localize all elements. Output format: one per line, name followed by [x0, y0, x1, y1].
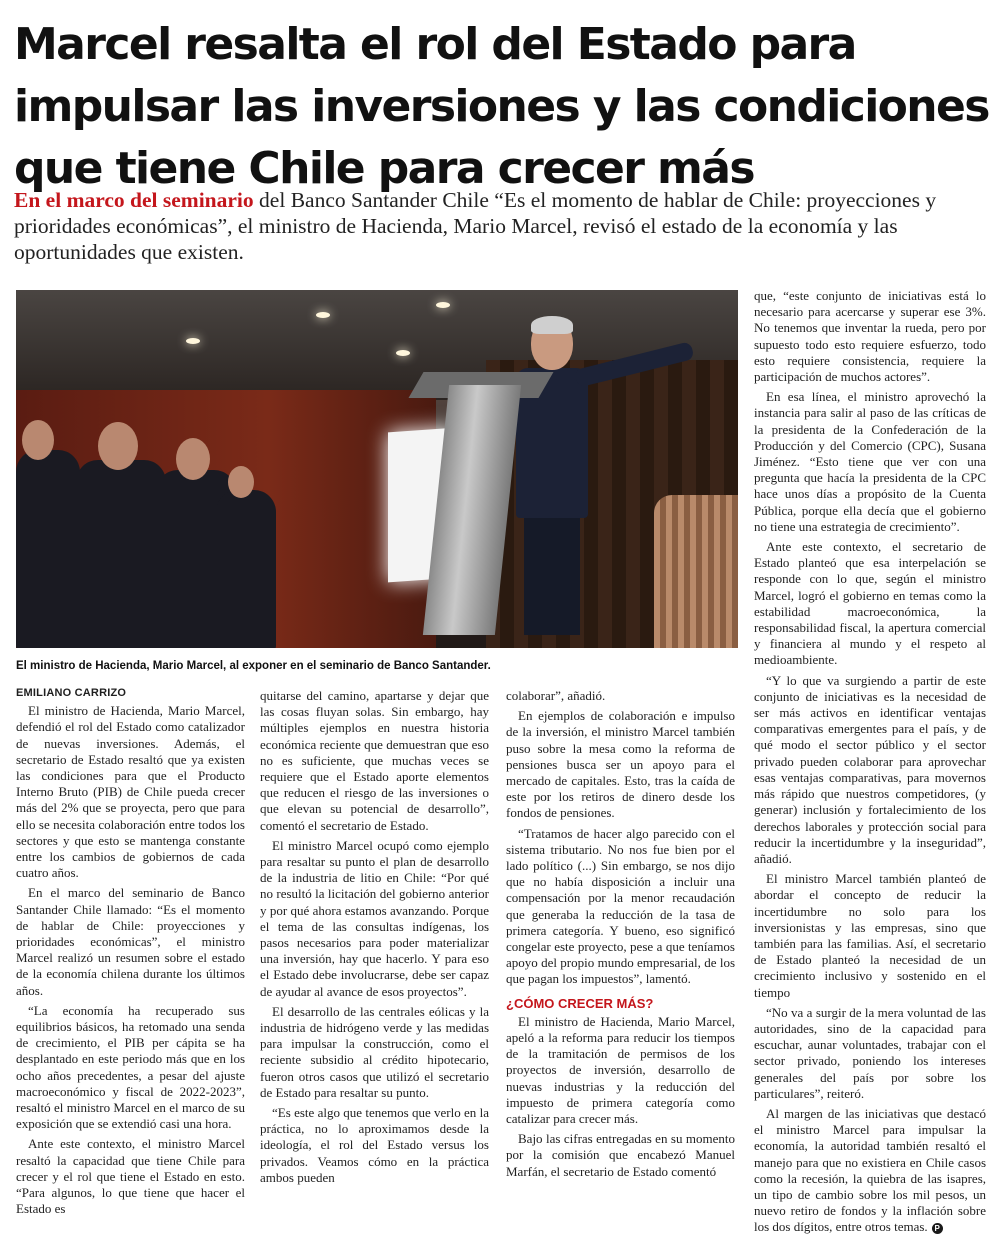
photo-audience-person: [76, 460, 166, 648]
photo-ceiling-light: [436, 302, 450, 308]
body-column-2: [260, 688, 489, 1190]
body-paragraph: El desarrollo de las centrales eólicas y la industria de hidrógeno verde y las medidas para impulsar la construcción, como el reciente subsidio al crédito hipotecario, fueron otros casos que utilizó el secretario de Estado para resaltar su punto.: [260, 1003, 489, 1100]
lead-paragraph: [14, 187, 989, 265]
body-paragraph: El ministro Marcel ocupó como ejemplo para resaltar su punto el plan de desarrollo de la industria de litio en Chile: “Por qué no resultó la licitación del gobierno anterior y por qué ahora estamos avanzando. Porque el tema de las consultas indígenas, los pasos necesarios para poder materializar una inversión, hay que hacerlo. Y para eso el Estado debe involucrarse, debe ser capaz de ayudar al avance de esos proyectos”.: [260, 837, 489, 999]
body-paragraph: Ante este contexto, el secretario de Estado planteó que esa interpelación se responde con lo que, según el ministro Marcel, logró el gobierno en temas como la estabilidad macroeconómica, la responsabilidad fiscal, la apertura comercial y financiera al mundo y el respeto al medioambiente.: [754, 539, 986, 668]
photo-speaker-legs: [524, 515, 580, 635]
photo-audience-head: [228, 466, 254, 498]
lead-kicker: En el marco del seminario: [14, 188, 254, 212]
body-paragraph: El ministro de Hacienda, Mario Marcel, defendió el rol del Estado como catalizador de nuevas inversiones. Además, el secretario de Estado resaltó que ya existen las condiciones para que el Producto Interno Bruto (PIB) de Chile pueda crecer más del 2% que se proyecta, pero que para ello se necesita colaboración entre todos los sectores y que esto se mantenga constante entre los cambios de gobiernos de cada cuatro años.: [16, 703, 245, 881]
body-paragraph: “Tratamos de hacer algo parecido con el sistema tributario. No nos fue bien por el lado político (...) Sin embargo, se nos dijo que no había disposición a incluir una compensación por la menor recaudación que generaba la reducción de la tasa de primera categoría. Y bueno, eso significó congelar este proyecto, pese a que teníamos apoyo del propio mundo empresarial, de los que pagan los impuestos”, lamentó.: [506, 825, 735, 987]
body-paragraph: Ante este contexto, el ministro Marcel resaltó la capacidad que tiene Chile para crecer y el rol que tiene el Estado en esto. “Para algunos, lo que tiene que hacer el Estado es: [16, 1136, 245, 1217]
photo-audience-head: [176, 438, 210, 480]
photo-chair: [654, 495, 738, 648]
body-paragraph: En ejemplos de colaboración e impulso de la inversión, el ministro Marcel también puso sobre la mesa como la reforma de pensiones busca ser un apoyo para el mercado de capitales. Esto, tras la caída de este por los retiros de dinero desde los fondos de pensiones.: [506, 708, 735, 821]
photo-audience: [16, 420, 316, 648]
photo-audience-head: [22, 420, 54, 460]
photo-ceiling-light: [186, 338, 200, 344]
body-paragraph: “Es este algo que tenemos que verlo en la práctica, no lo aproximamos desde la ideología, el rol del Estado versus los privados. Veamos cómo en la práctica ambos pueden: [260, 1105, 489, 1185]
byline: EMILIANO CARRIZO: [16, 687, 127, 699]
photo-audience-person: [16, 450, 80, 648]
body-paragraph: El ministro de Hacienda, Mario Marcel, apeló a la reforma para reducir los tiempos de la tramitación de permisos de los proyectos de inversión, desarrollo de nuevas industrias y la reducción del impuesto de primera categoría como catalizar para crecer más.: [506, 1013, 735, 1127]
photo-speaker-hair: [531, 316, 573, 334]
photo-audience-head: [98, 422, 138, 470]
body-paragraph: colaborar”, añadió.: [506, 688, 606, 703]
body-paragraph: quitarse del camino, apartarse y dejar que las cosas fluyan solas. Sin embargo, hay múltiples ejemplos en nuestra historia económica reciente que demuestran que eso no es suficiente, que muchas veces se requiere que el Estado aporte elementos que reducen el riesgo de las inversiones o que elevan su potencial de desarrollo”, comentó el secretario de Estado.: [260, 688, 489, 833]
body-column-1: [16, 685, 245, 1222]
body-paragraph: “La economía ha recuperado sus equilibrios básicos, ha retomado una senda de crecimiento, el PIB per cápita se ha desplantado en este periodo más que en los ocho años precedentes, a pesar del ajuste macroeconómico y fiscal de 2022-2023”, resaltó el ministro Marcel en el marco de su exposición que se extendió casi una hora.: [16, 1002, 245, 1132]
body-paragraph: “No va a surgir de la mera voluntad de las autoridades, sino de la capacidad para escuchar, aunar voluntades, trabajar con el sector privado, poniendo los intereses generales del país por sobre los particulares”, reiteró.: [754, 1004, 986, 1101]
photo-ceiling-light: [396, 350, 410, 356]
body-paragraph: que, “este conjunto de iniciativas está lo necesario para acercarse y superar ese 3%. No tenemos que inventar la rueda, pero por supuesto todo esto requiere esfuerzo, todo esto requiere consistencia, requiere la participación de muchos actores”.: [754, 288, 986, 385]
end-mark-icon: P: [932, 1223, 943, 1234]
section-subhead: ¿CÓMO CRECER MÁS?: [506, 995, 654, 1011]
body-column-4: [754, 288, 986, 1240]
body-paragraph: “Y lo que va surgiendo a partir de este conjunto de iniciativas es la necesidad de ser más activos en identificar ventajas comparativas emergentes para el país, y de qué modo el sector público y el sector privado pueden colaborar para aprovechar esas ventajas comparativas, para movernos más rápido que nuestros competidores, (y generar) inclusión y fortalecimiento de los derechos laborales y protección social para reducir la incertidumbre y la inseguridad”, añadió.: [754, 672, 986, 866]
headline: Marcel resalta el rol del Estado para impulsar las inversiones y las condiciones que tiene Chile para crecer más: [14, 19, 989, 194]
final-paragraph-text: Al margen de las iniciativas que destacó el ministro Marcel para impulsar la economía, la autoridad también resaltó el manejo para que no existiera en Chile casos como la recesión, la quiebra de las isapres, un tipo de cambio sobre los mil pesos, un nuevo retiro de fondos y la inflación sobre los dos dígitos, entre otros temas.: [754, 1105, 986, 1235]
body-paragraph: En esa línea, el ministro aprovechó la instancia para salir al paso de las críticas de la presidenta de la Confederación de la Producción y del Comercio (CPC), Susana Jiménez. “Esto tiene que ver con una pregunta que hacía la presidenta de la CPC hace unos días a propósito de la Cuenta Pública, porque ella decía que el gobierno no tiene una estrategia de crecimiento”.: [754, 389, 986, 534]
lead-text: del Banco Santander Chile “Es el momento de hablar de Chile: proyecciones y prioridades económicas”, el ministro de Hacienda, Mario Marcel, revisó el estado de la economía y las oportunidades que existen.: [14, 188, 937, 264]
body-paragraph: Bajo las cifras entregadas en su momento por la comisión que encabezó Manuel Marfán, el secretario de Estado comentó: [506, 1131, 735, 1179]
body-column-3: [506, 688, 735, 1184]
photo-caption: El ministro de Hacienda, Mario Marcel, al exponer en el seminario de Banco Santander.: [16, 660, 491, 672]
body-paragraph: En el marco del seminario de Banco Santander Chile llamado: “Es el momento de hablar de Chile: proyecciones y prioridades económicas”, el ministro Marcel realizó un resumen sobre el estado de la economía chilena durante los últimos años.: [16, 885, 245, 998]
photo-ceiling-light: [316, 312, 330, 318]
article-photo: [16, 290, 738, 648]
photo-audience-person: [216, 490, 276, 648]
body-paragraph: [754, 1106, 986, 1236]
body-paragraph: El ministro Marcel también planteó de abordar el concepto de reducir la incertidumbre no solo para los inversionistas y las empresas, sino que también para las familias. Así, el secretario de Estado planteó la necesidad de un crecimiento inclusivo y sostenido en el tiempo: [754, 871, 986, 1000]
